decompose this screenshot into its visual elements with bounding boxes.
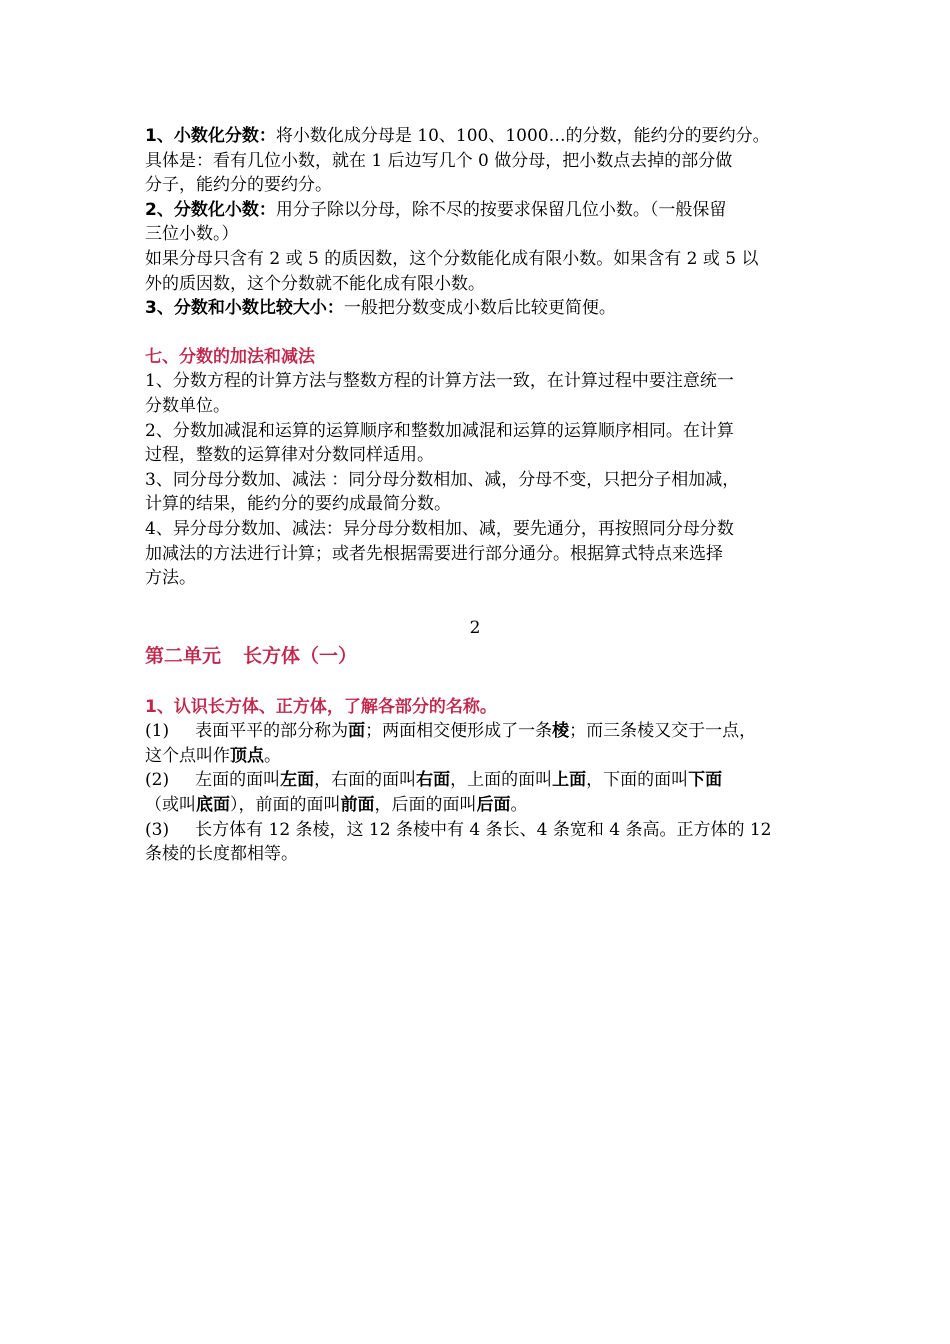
add-subtract-item-1-line-1: 1、分数方程的计算方法与整数方程的计算方法一致，在计算过程中要注意统一 — [145, 371, 734, 392]
cuboid-item-1-line-1: (1) 表面平平的部分称为面；两面相交便形成了一条棱；而三条棱又交于一点， — [145, 721, 757, 742]
cuboid-item-3-line-2: 条棱的长度都相等。 — [145, 844, 298, 865]
add-subtract-item-1-line-2: 分数单位。 — [145, 395, 230, 416]
fraction-to-decimal-line-4: 外的质因数，这个分数就不能化成有限小数。 — [145, 273, 485, 294]
section-heading-add-subtract: 七、分数的加法和减法 — [145, 346, 315, 367]
page-number: 2 — [469, 617, 481, 638]
compare-size-label: 3、分数和小数比较大小： — [145, 298, 344, 319]
cuboid-item-2-line-2: （或叫底面），前面的面叫前面，后面的面叫后面。 — [145, 795, 528, 816]
cuboid-item-3-line-1: (3) 长方体有 12 条棱，这 12 条棱中有 4 条长、4 条宽和 4 条高。正方体的 12 — [145, 819, 772, 840]
add-subtract-item-4-line-3: 方法。 — [145, 568, 196, 589]
cuboid-item-2-line-1: (2) 左面的面叫左面，右面的面叫右面，上面的面叫上面，下面的面叫下面 — [145, 770, 723, 791]
decimal-to-fraction-line-2: 具体是：看有几位小数，就在 1 后边写几个 0 做分母，把小数点去掉的部分做 — [145, 150, 733, 171]
add-subtract-item-3-line-1: 3、同分母分数加、减法 ：同分母分数相加、减，分母不变，只把分子相加减， — [145, 469, 740, 490]
fraction-to-decimal-line-3: 如果分母只含有 2 或 5 的质因数，这个分数能化成有限小数。如果含有 2 或 5 以 — [145, 248, 759, 269]
document-page — [145, 124, 825, 867]
fraction-to-decimal-label: 2、分数化小数： — [145, 199, 276, 220]
decimal-to-fraction-line-3: 分子，能约分的要约分。 — [145, 175, 332, 196]
add-subtract-item-4-line-2: 加减法的方法进行计算；或者先根据需要进行部分通分。根据算式特点来选择 — [145, 543, 723, 564]
unit-subheading: 1、认识长方体、正方体，了解各部分的名称。 — [145, 696, 497, 717]
fraction-to-decimal-line-2: 三位小数。） — [145, 224, 239, 245]
compare-size-line: 3、分数和小数比较大小：一般把分数变成小数后比较更简便。 — [145, 298, 616, 319]
add-subtract-item-4-line-1: 4、异分母分数加、减法：异分母分数相加、减，要先通分，再按照同分母分数 — [145, 518, 734, 539]
decimal-to-fraction-label: 1、小数化分数： — [145, 126, 276, 146]
add-subtract-item-2-line-1: 2、分数加减混和运算的运算顺序和整数加减混和运算的运算顺序相同。在计算 — [145, 420, 734, 441]
cuboid-item-1-line-2: 这个点叫作顶点。 — [145, 745, 281, 766]
fraction-to-decimal-line-1: 2、分数化小数：用分子除以分母，除不尽的按要求保留几位小数。（一般保留 — [145, 199, 727, 220]
decimal-to-fraction-line-1: 1、小数化分数：将小数化成分母是 10、100、1000…的分数，能约分的要约分。 — [145, 126, 770, 146]
unit-title: 第二单元 长方体（一） — [145, 644, 358, 667]
add-subtract-item-2-line-2: 过程，整数的运算律对分数同样适用。 — [145, 445, 434, 466]
add-subtract-item-3-line-2: 计算的结果，能约分的要约成最简分数。 — [145, 494, 451, 515]
